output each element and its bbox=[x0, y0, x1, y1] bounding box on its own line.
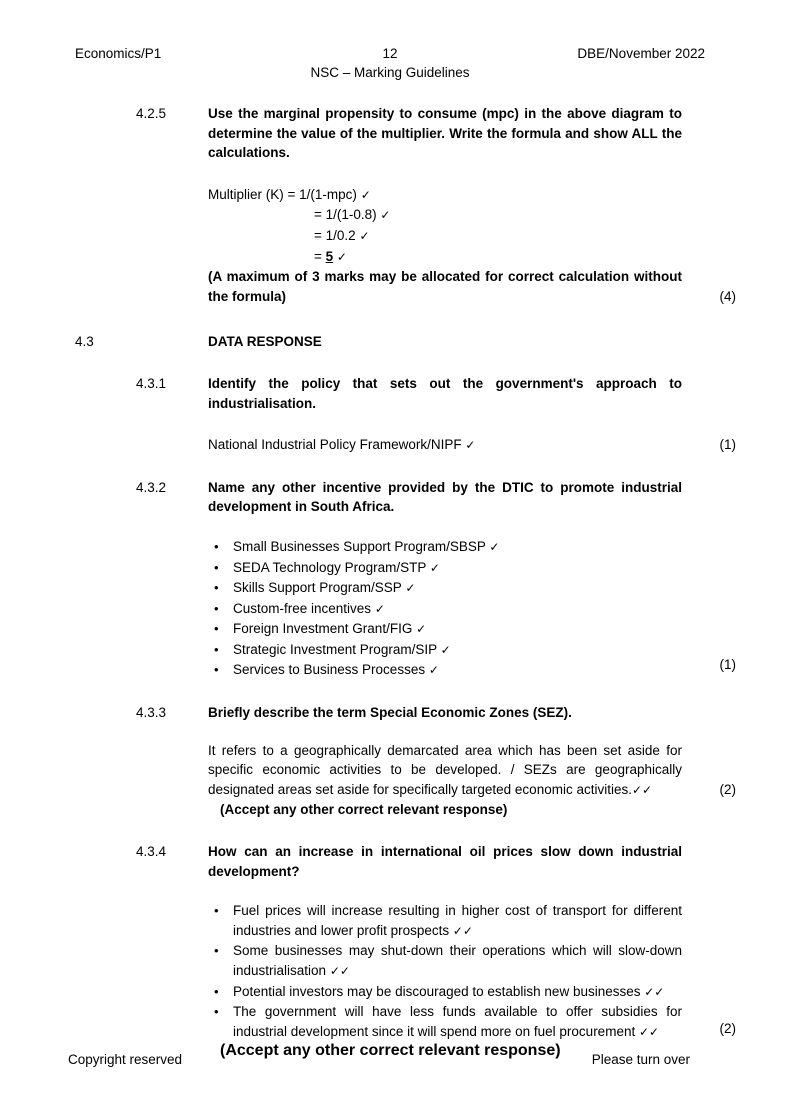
bullet-text: Skills Support Program/SSP bbox=[233, 580, 402, 596]
question-number-4-3-4: 4.3.4 bbox=[136, 844, 167, 860]
spacer bbox=[0, 881, 786, 901]
tick-mark-icon: ✓✓ bbox=[329, 964, 350, 978]
tick-mark-icon: ✓ bbox=[428, 663, 439, 678]
question-body-4-3-2 bbox=[208, 478, 682, 517]
section-title-data-response: DATA RESPONSE bbox=[208, 334, 322, 350]
tick-mark-icon: ✓ bbox=[416, 622, 427, 637]
bullet-text: Fuel prices will increase resulting in higher cost of transport for different industries and lower profit prospects bbox=[233, 903, 682, 938]
tick-mark-icon: ✓✓ bbox=[644, 984, 665, 999]
section-body-4-3 bbox=[208, 332, 682, 352]
question-text-4-3-4: How can an increase in international oil prices slow down industrial development? bbox=[208, 844, 682, 879]
spacer bbox=[0, 681, 786, 703]
answer-block-4-3-3 bbox=[0, 741, 786, 820]
list-item bbox=[208, 558, 682, 579]
header-document-subtitle: NSC – Marking Guidelines bbox=[310, 65, 470, 80]
header-page-number: 12 bbox=[382, 46, 398, 61]
answer-body-4-3-1 bbox=[208, 435, 682, 456]
question-body-4-3-1 bbox=[208, 374, 682, 413]
list-item bbox=[208, 1002, 682, 1042]
list-item bbox=[208, 599, 682, 620]
calculation-lines bbox=[208, 185, 682, 267]
calculation-label: Multiplier (K) bbox=[208, 186, 284, 202]
calculation-line-3 bbox=[208, 226, 682, 247]
calculation-line-2 bbox=[208, 205, 682, 226]
calculation-line-1 bbox=[208, 185, 682, 206]
question-block-4-3-3 bbox=[0, 703, 786, 723]
spacer bbox=[0, 517, 786, 537]
footer-turn-over: Please turn over bbox=[591, 1052, 690, 1067]
marking-note-4-2-5: (A maximum of 3 marks may be allocated for correct calculation without the formula) bbox=[208, 269, 682, 304]
bullet-list-wrap-4-3-2 bbox=[208, 537, 682, 681]
answer-value-4-3-1: National Industrial Policy Framework/NIPF bbox=[208, 437, 462, 453]
list-item bbox=[208, 578, 682, 599]
list-item bbox=[208, 619, 682, 640]
marking-note-4-3-3: (Accept any other correct relevant response) bbox=[220, 802, 508, 818]
page-header bbox=[75, 44, 705, 82]
question-block-4-3-1 bbox=[0, 374, 786, 413]
bullet-list-4-3-2 bbox=[208, 537, 682, 681]
question-number-4-3-3: 4.3.3 bbox=[136, 705, 167, 721]
question-number-4-3-2: 4.3.2 bbox=[136, 479, 167, 495]
spacer bbox=[0, 352, 786, 374]
calculation-value-2: = 1/(1-0.8) bbox=[314, 207, 377, 223]
answer-block-4-3-4 bbox=[0, 901, 786, 1060]
question-text-4-3-3: Briefly describe the term Special Economic Zones (SEZ). bbox=[208, 705, 572, 721]
tick-mark-icon: ✓ bbox=[374, 601, 385, 616]
tick-mark-icon: ✓✓ bbox=[638, 1024, 660, 1039]
tick-mark-icon: ✓✓ bbox=[631, 782, 653, 797]
calculation-line-4 bbox=[208, 247, 682, 268]
question-block-4-2-5 bbox=[0, 104, 786, 163]
answer-block-4-2-5-calculation bbox=[0, 185, 786, 267]
marks-allocation-4-3-2: (1) bbox=[719, 656, 736, 672]
tick-mark-icon: ✓ bbox=[489, 539, 500, 554]
bullet-list-4-3-4 bbox=[208, 901, 682, 1042]
header-exam-session: DBE/November 2022 bbox=[577, 46, 705, 61]
footer-copyright: Copyright reserved bbox=[68, 1052, 183, 1067]
bullet-text: Potential investors may be discouraged to establish new businesses bbox=[233, 983, 641, 999]
spacer bbox=[0, 163, 786, 185]
question-text-4-2-5: Use the marginal propensity to consume (mpc) in the above diagram to determine the value of the multiplier. Write the formula and show ALL the calculations. bbox=[208, 106, 682, 161]
marks-allocation-4-3-1: (1) bbox=[719, 437, 736, 453]
header-row-subtitle bbox=[75, 63, 705, 82]
bullet-text: Small Businesses Support Program/SBSP bbox=[233, 538, 486, 554]
list-item bbox=[208, 537, 682, 558]
question-body-4-3-4 bbox=[208, 842, 682, 881]
tick-mark-icon: ✓ bbox=[405, 581, 416, 596]
answer-text-4-3-1 bbox=[208, 435, 682, 456]
marking-note-4-3-4: (Accept any other correct relevant response) bbox=[220, 1042, 561, 1060]
marks-allocation-4-2-5: (4) bbox=[719, 288, 736, 304]
section-number-4-3: 4.3 bbox=[75, 334, 94, 350]
list-item bbox=[208, 660, 682, 681]
question-text-4-3-2: Name any other incentive provided by the DTIC to promote industrial development in South Africa. bbox=[208, 479, 682, 515]
bullet-text: SEDA Technology Program/STP bbox=[233, 559, 427, 575]
note-block-4-2-5 bbox=[0, 267, 786, 306]
spacer bbox=[0, 820, 786, 842]
answer-body-4-3-3 bbox=[208, 741, 682, 820]
question-number-4-2-5: 4.2.5 bbox=[136, 106, 167, 121]
bullet-text: Some businesses may shut-down their operations which will slow-down industrialisation bbox=[233, 943, 682, 978]
bullet-text: Foreign Investment Grant/FIG bbox=[233, 621, 413, 637]
bullet-list-wrap-4-3-4 bbox=[208, 901, 682, 1060]
tick-mark-icon: ✓ bbox=[336, 249, 347, 264]
bullet-text: Custom-free incentives bbox=[233, 600, 372, 616]
spacer bbox=[0, 456, 786, 478]
list-item bbox=[208, 640, 682, 661]
spacer bbox=[0, 723, 786, 741]
bullet-text: Services to Business Processes bbox=[233, 662, 426, 678]
tick-mark-icon: ✓✓ bbox=[452, 923, 473, 938]
tick-mark-icon: ✓ bbox=[359, 228, 370, 243]
tick-mark-icon: ✓ bbox=[360, 187, 371, 202]
question-body-4-2-5 bbox=[208, 104, 682, 163]
answer-text-4-3-3 bbox=[208, 741, 682, 801]
calculation-result: 5 bbox=[325, 248, 334, 264]
question-body-4-3-3 bbox=[208, 703, 682, 723]
calculation-prefix-4: = bbox=[314, 248, 326, 264]
header-row-primary bbox=[75, 44, 705, 63]
marks-allocation-4-3-3: (2) bbox=[719, 781, 736, 797]
tick-mark-icon: ✓ bbox=[380, 208, 391, 223]
bullet-text: Strategic Investment Program/SIP bbox=[233, 641, 437, 657]
list-item bbox=[208, 941, 682, 981]
calculation-value-1: = 1/(1-mpc) bbox=[287, 186, 357, 202]
tick-mark-icon: ✓ bbox=[440, 642, 451, 657]
spacer bbox=[0, 413, 786, 435]
note-body-4-2-5 bbox=[208, 267, 682, 306]
answer-block-4-3-2 bbox=[0, 537, 786, 681]
tick-mark-icon: ✓ bbox=[429, 560, 440, 575]
list-item bbox=[208, 982, 682, 1003]
answer-block-4-3-1 bbox=[0, 435, 786, 456]
spacer bbox=[0, 306, 786, 332]
answer-value-4-3-3: It refers to a geographically demarcated area which has been set aside for specific economic activities to be developed. / SEZs are geographically designated areas set aside for specifically targeted economic activities. bbox=[208, 742, 682, 797]
question-block-4-3-2 bbox=[0, 478, 786, 517]
question-number-4-3-1: 4.3.1 bbox=[136, 375, 167, 391]
document-content bbox=[0, 104, 786, 1060]
bullet-text: The government will have less funds available to offer subsidies for industrial development since it will spend more on fuel procurement bbox=[233, 1004, 682, 1039]
question-block-4-3-4 bbox=[0, 842, 786, 881]
calculation-value-3: = 1/0.2 bbox=[314, 227, 356, 243]
question-text-4-3-1: Identify the policy that sets out the government's approach to industrialisation. bbox=[208, 375, 682, 411]
header-subject: Economics/P1 bbox=[75, 46, 162, 61]
section-block-4-3 bbox=[0, 332, 786, 352]
marks-allocation-4-3-4: (2) bbox=[719, 1020, 736, 1036]
tick-mark-icon: ✓ bbox=[465, 438, 476, 453]
list-item bbox=[208, 901, 682, 941]
